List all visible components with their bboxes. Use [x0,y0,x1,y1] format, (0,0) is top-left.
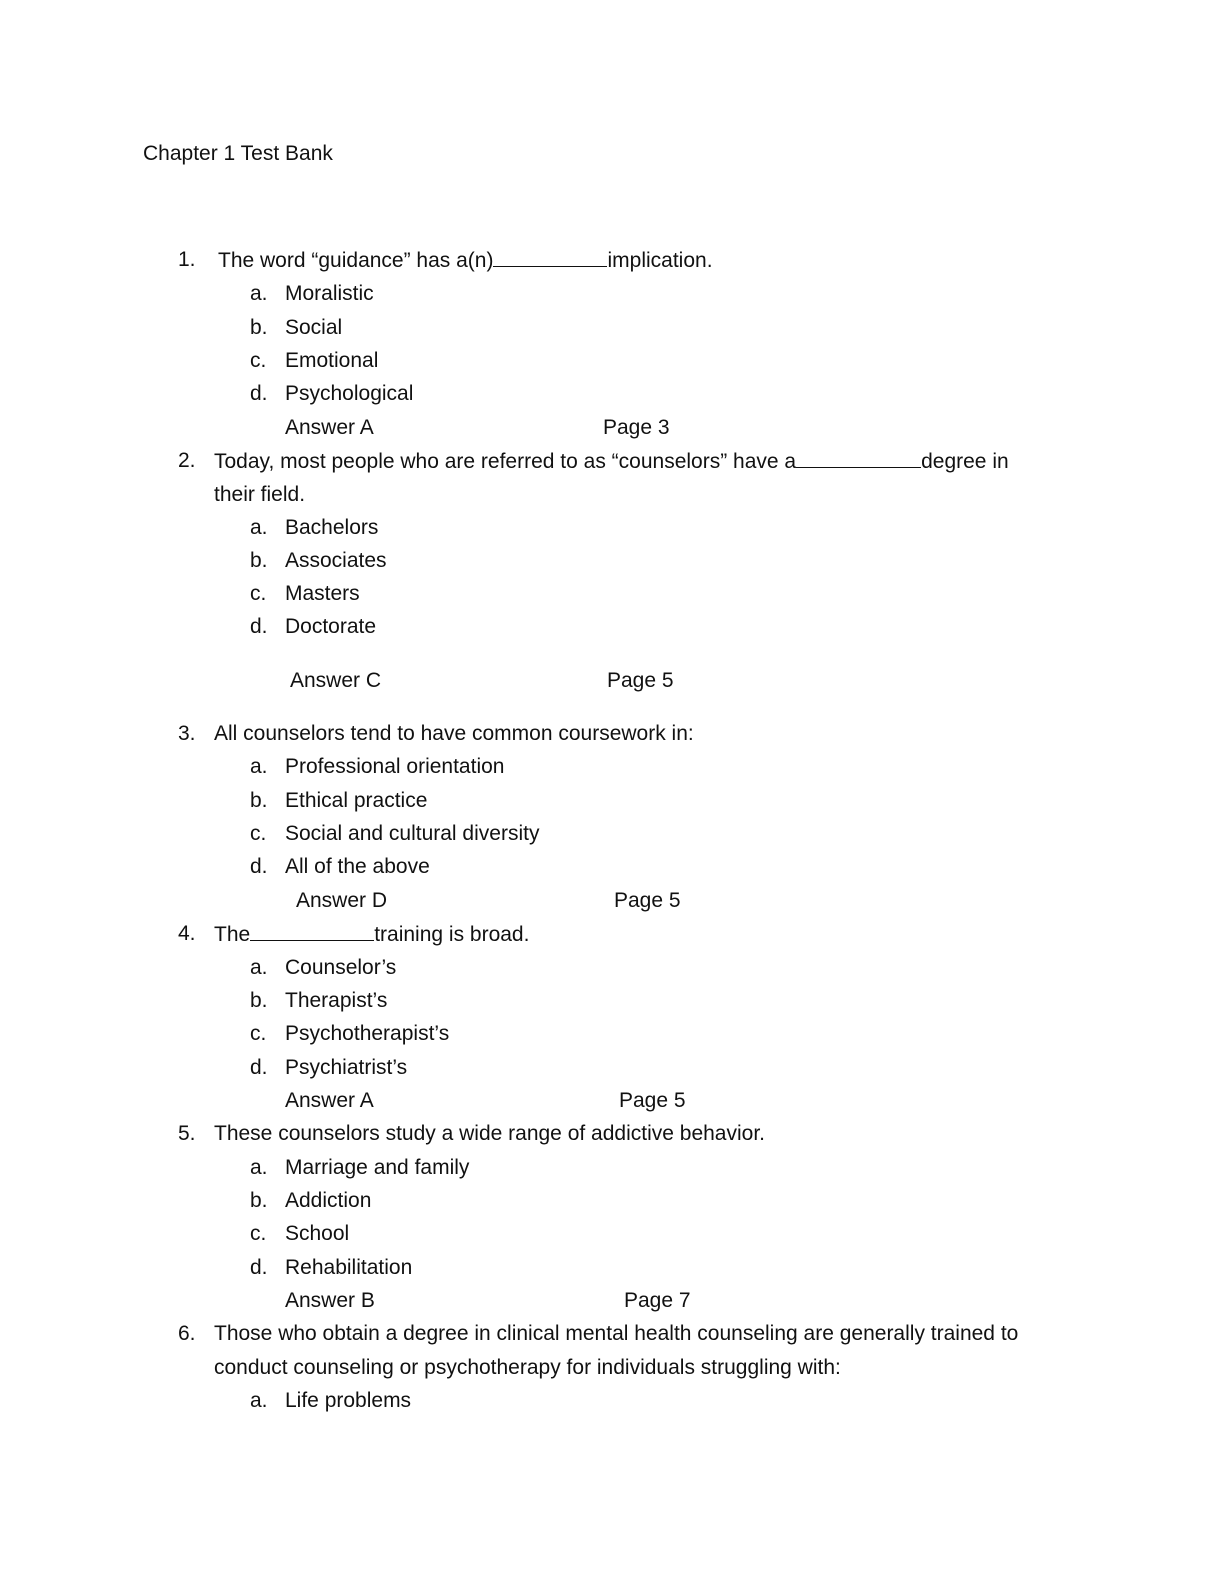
option-letter: a. [250,1389,268,1412]
question-stem [214,922,529,947]
option-letter: a. [250,956,268,979]
option-text: Moralistic [285,282,374,305]
stem-text: The word “guidance” has a(n) [218,249,494,272]
option-text: Psychological [285,382,414,405]
option-letter: b. [250,316,268,339]
option-text: Social [285,316,343,339]
option-letter: a. [250,1156,268,1179]
option-letter: d. [250,382,268,405]
option-letter: c. [250,822,267,845]
option-text: Masters [285,582,360,605]
stem-text: training is broad. [374,923,530,946]
option-text: Therapist’s [285,989,388,1012]
option-letter: b. [250,789,268,812]
answer-key: Answer B [285,1289,375,1312]
option-letter: d. [250,615,268,638]
option-text: Addiction [285,1189,372,1212]
question-stem: Those who obtain a degree in clinical mental health counseling are generally trained to [214,1322,1019,1345]
option-letter: d. [250,1056,268,1079]
answer-key: Answer A [285,416,374,439]
option-letter: c. [250,349,267,372]
option-text: Ethical practice [285,789,428,812]
option-letter: c. [250,582,267,605]
option-text: Psychotherapist’s [285,1022,450,1045]
answer-key: Answer C [290,669,382,692]
question-stem-continued: conduct counseling or psychotherapy for individuals struggling with: [214,1356,841,1379]
answer-blank [493,248,607,267]
stem-text: degree in [921,450,1009,473]
answer-blank [796,449,921,468]
option-text: Life problems [285,1389,412,1412]
option-letter: d. [250,1256,268,1279]
option-text: Rehabilitation [285,1256,413,1279]
option-letter: b. [250,1189,268,1212]
option-text: Social and cultural diversity [285,822,540,845]
question-number: 6. [178,1322,196,1345]
stem-text: implication. [607,249,713,272]
question-number: 1. [178,248,196,271]
option-letter: c. [250,1222,267,1245]
option-text: School [285,1222,350,1245]
question-number: 2. [178,449,196,472]
page-reference: Page 7 [624,1289,691,1312]
option-text: Professional orientation [285,755,505,778]
option-letter: d. [250,855,268,878]
option-text: All of the above [285,855,430,878]
answer-key: Answer D [296,889,388,912]
option-text: Marriage and family [285,1156,470,1179]
option-text: Counselor’s [285,956,397,979]
page-title: Chapter 1 Test Bank [143,142,333,165]
question-number: 4. [178,922,196,945]
stem-text: Today, most people who are referred to as “counselors” have a [214,450,797,473]
question-stem: All counselors tend to have common coursework in: [214,722,694,745]
answer-blank [250,922,374,941]
question-stem [218,248,713,273]
option-letter: a. [250,755,268,778]
stem-text: The [214,923,251,946]
answer-key: Answer A [285,1089,374,1112]
question-number: 3. [178,722,196,745]
option-text: Emotional [285,349,379,372]
page-reference: Page 3 [603,416,670,439]
option-letter: c. [250,1022,267,1045]
option-letter: a. [250,516,268,539]
option-letter: b. [250,549,268,572]
page-reference: Page 5 [607,669,674,692]
question-stem-continued: their field. [214,483,306,506]
option-text: Associates [285,549,387,572]
page-reference: Page 5 [619,1089,686,1112]
option-text: Doctorate [285,615,377,638]
option-letter: b. [250,989,268,1012]
option-text: Psychiatrist’s [285,1056,408,1079]
question-stem: These counselors study a wide range of addictive behavior. [214,1122,765,1145]
option-letter: a. [250,282,268,305]
question-number: 5. [178,1122,196,1145]
option-text: Bachelors [285,516,379,539]
question-stem [214,449,1009,474]
page-reference: Page 5 [614,889,681,912]
